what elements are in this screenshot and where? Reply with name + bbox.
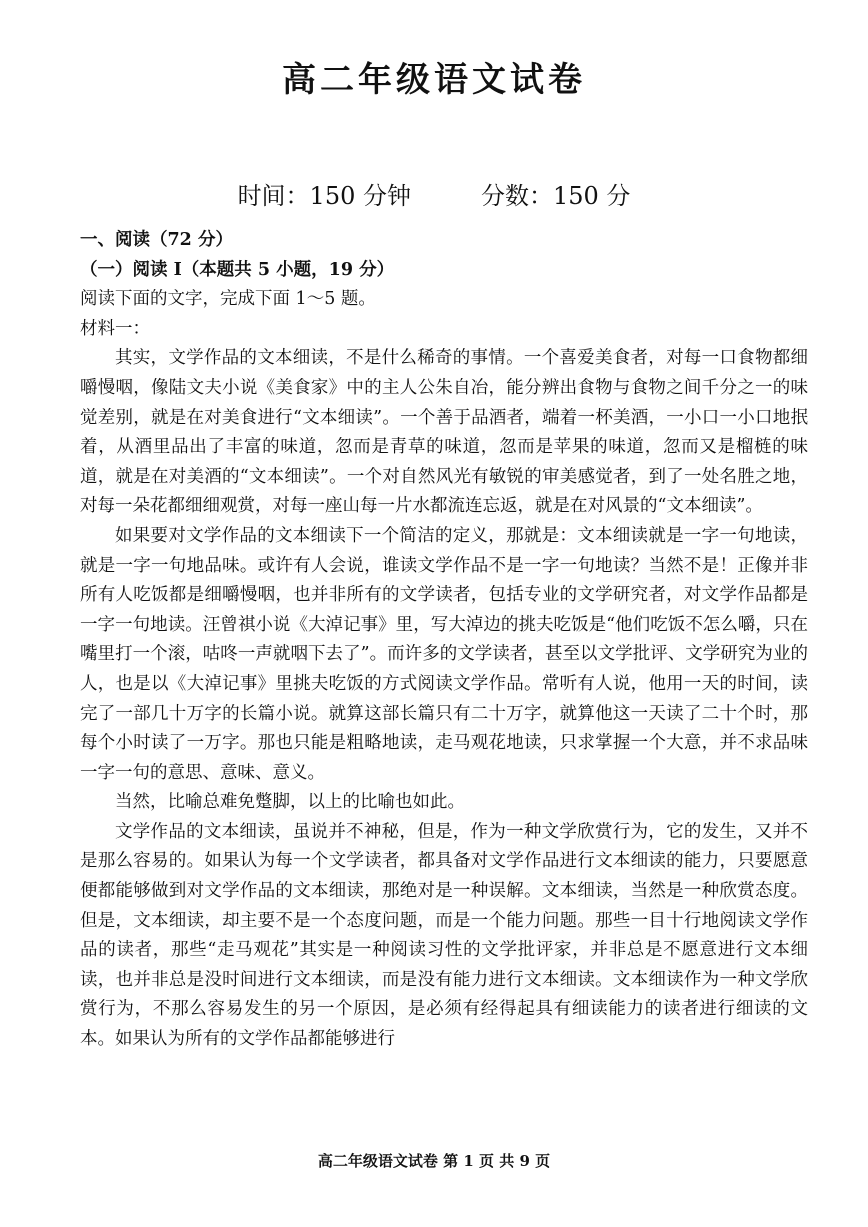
paragraph: 文学作品的文本细读，虽说并不神秘，但是，作为一种文学欣赏行为，它的发生，又并不是那么容易的。如果认为每一个文学读者，都具备对文学作品进行文本细读的能力，只要愿意便都能够做到对文学作品的文本细读，那绝对是一种误解。文本细读，当然是一种欣赏态度。但是，文本细读，却主要不是一个态度问题，而是一个能力问题。那些一目十行地阅读文学作品的读者，那些“走马观花”其实是一种阅读习性的文学批评家，并非总是不愿意进行文本细读，也并非总是没时间进行文本细读，而是没有能力进行文本细读。文本细读作为一种文学欣赏行为，不那么容易发生的另一个原因，是必须有经得起具有细读能力的读者进行细读的文本。如果认为所有的文学作品都能够进行 [80,821,808,1050]
instruction-text: 阅读下面的文字，完成下面 1～5 题。 [80,289,376,310]
exam-time: 时间：150 分钟 [237,182,411,210]
exam-content [80,226,808,1055]
page-title: 高二年级语文试卷 [282,60,586,100]
page-footer: 高二年级语文试卷 第 1 页 共 9 页 [317,1152,551,1170]
paragraph: 如果要对文学作品的文本细读下一个简洁的定义，那就是：文本细读就是一字一句地读，就是一字一句地品味。或许有人会说，谁读文学作品不是一字一句地读？当然不是！正像并非所有人吃饭都是细嚼慢咽，也并非所有的文学读者，包括专业的文学研究者，对文学作品都是一字一句地读。汪曾祺小说《大淖记事》里，写大淖边的挑夫吃饭是“他们吃饭不怎么嚼，只在嘴里打一个滚，咕咚一声就咽下去了”。而许多的文学读者，甚至以文学批评、文学研究为业的人，也是以《大淖记事》里挑夫吃饭的方式阅读文学作品。常听有人说，他用一天的时间，读完了一部几十万字的长篇小说。就算这部长篇只有二十万字，就算他这一天读了二十个时，那每个小时读了一万字。那也只能是粗略地读，走马观花地读，只求掌握一个大意，并不求品味一字一句的意思、意味、意义。 [80,525,808,783]
exam-meta [0,176,868,211]
section-heading: 一、阅读（72 分） [80,230,233,250]
subsection-heading: （一）阅读 I（本题共 5 小题，19 分） [80,259,395,280]
paragraph: 当然，比喻总难免蹩脚，以上的比喻也如此。 [115,792,465,813]
material-label: 材料一： [80,318,150,339]
exam-score: 分数：150 分 [481,182,631,210]
paragraph: 其实，文学作品的文本细读，不是什么稀奇的事情。一个喜爱美食者，对每一口食物都细嚼慢咽，像陆文夫小说《美食家》中的主人公朱自冶，能分辨出食物与食物之间千分之一的味觉差别，就是在对美食进行“文本细读”。一个善于品酒者，端着一杯美酒，一小口一小口地抿着，从酒里品出了丰富的味道，忽而是青草的味道，忽而是苹果的味道，忽而又是榴梿的味道，就是在对美酒的“文本细读”。一个对自然风光有敏锐的审美感觉者，到了一处名胜之地，对每一朵花都细细观赏，对每一座山每一片水都流连忘返，就是在对风景的“文本细读”。 [80,348,808,517]
